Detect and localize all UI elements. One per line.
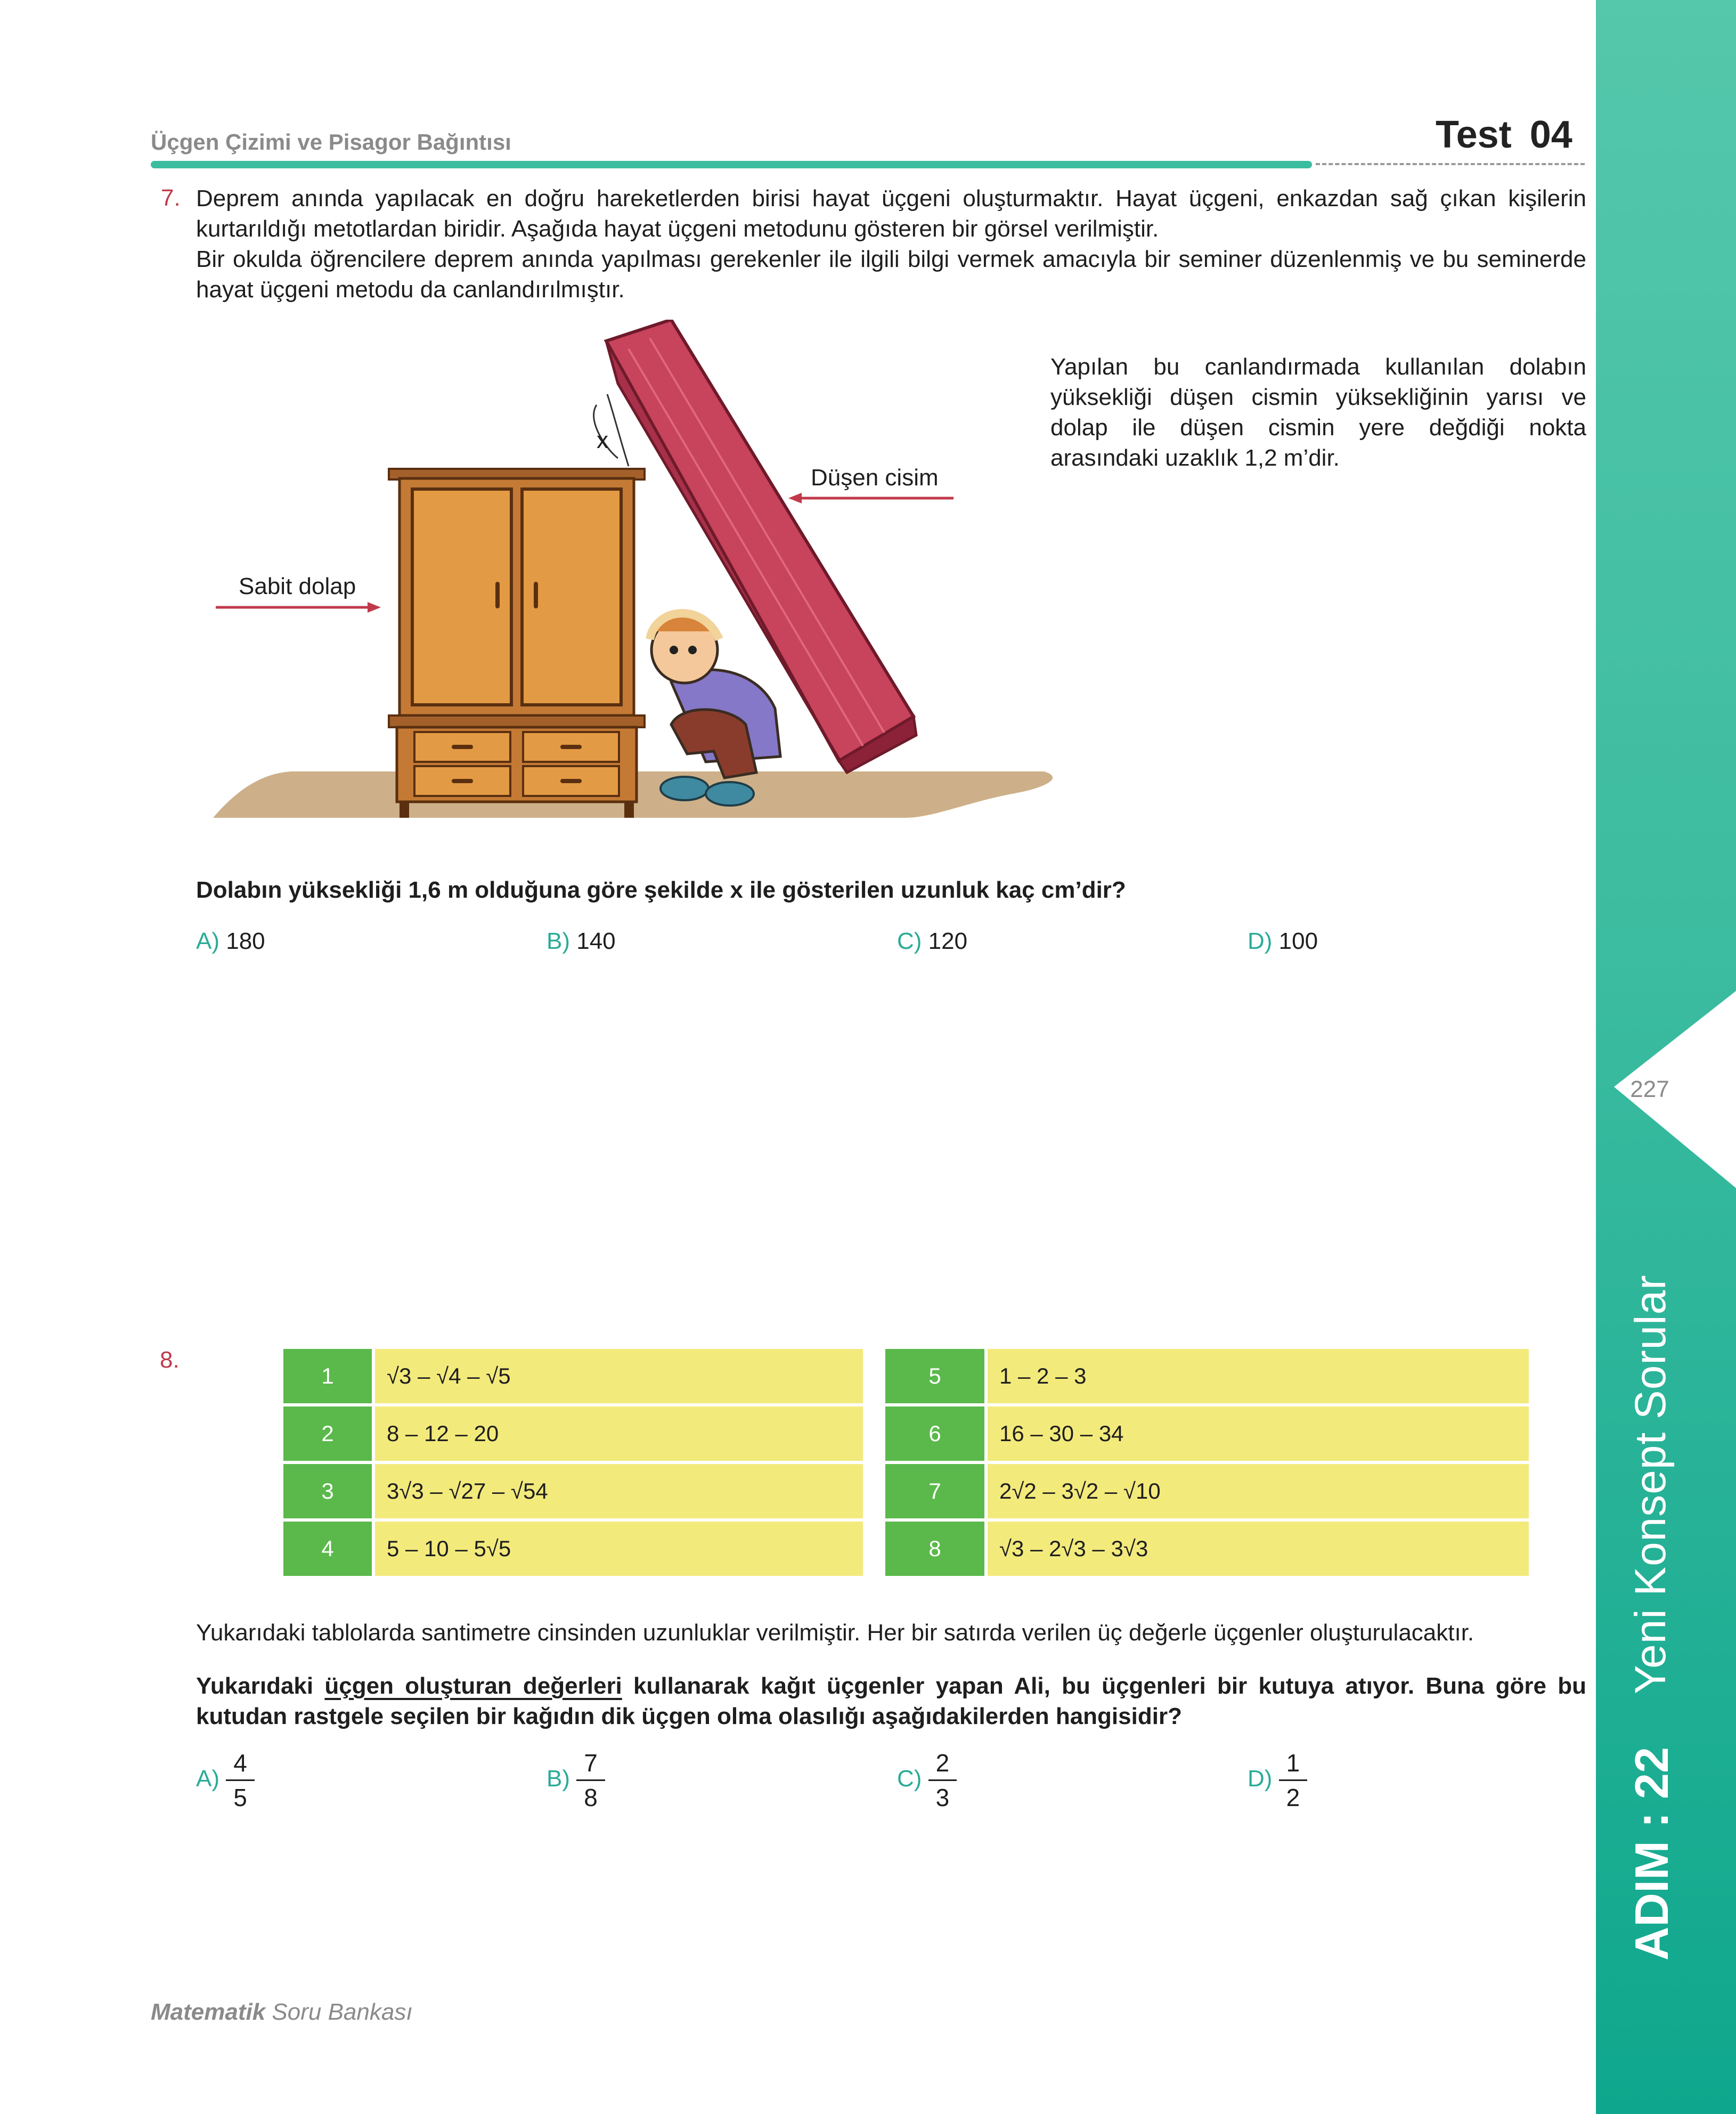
row-number: 4 [283,1522,372,1576]
q8-choice-a[interactable] [196,1749,255,1812]
table-row [283,1522,863,1576]
choice-value: 140 [576,928,616,954]
test-label: Test [1436,113,1512,156]
q7-choice-c[interactable] [897,928,967,955]
q8-choice-d[interactable] [1248,1749,1307,1812]
row-values: 1 – 2 – 3 [984,1349,1529,1403]
table-row [885,1464,1529,1518]
footer-brand-rest: Soru Bankası [265,1999,413,2025]
choice-letter: D) [1248,1766,1273,1792]
choice-letter: C) [897,1766,922,1792]
row-values: √3 – 2√3 – 3√3 [984,1522,1529,1576]
choice-letter: C) [897,928,922,954]
q8-number: 8. [160,1347,180,1373]
q7-intro-2: Bir okulda öğrencilere deprem anında yapılması gerekenler ile ilgili bilgi vermek amacıyla bir seminer düzenlenmiş ve bu seminerde hayat üçgeni metodu da canlandırılmıştır. [196,246,1586,303]
row-number: 5 [885,1349,984,1403]
page-number: 227 [1630,1076,1669,1102]
q8-info: Yukarıdaki tablolarda santimetre cinsinden uzunluklar verilmiştir. Her bir satırda verilen üç değerle üçgenler oluşturulacaktır. [196,1620,1474,1646]
fraction [1279,1749,1308,1812]
table-row [283,1464,863,1518]
q8-choice-c[interactable] [897,1749,957,1812]
row-values: √3 – √4 – √5 [372,1349,863,1403]
fraction [928,1749,957,1812]
footer-brand-bold: Matematik [151,1999,266,2025]
choice-letter: A) [196,1766,219,1792]
choice-letter: B) [547,928,570,954]
footer-brand [151,1999,413,2026]
row-values: 2√2 – 3√2 – √10 [984,1464,1529,1518]
numerator: 7 [576,1749,605,1781]
q7-choice-b[interactable] [547,928,616,955]
denominator: 2 [1286,1784,1300,1811]
row-values: 5 – 10 – 5√5 [372,1522,863,1576]
arrow-cabinet [216,602,381,613]
arrow-falling [788,493,953,503]
section-title: Yeni Konsept Sorular [1626,1274,1675,1694]
numerator: 1 [1279,1749,1308,1781]
choice-value: 120 [928,928,968,954]
q7-intro-1: Deprem anında yapılacak en doğru hareketlerden birisi hayat üçgeni oluşturmaktır. Hayat üçgeni, enkazdan sağ çıkan kişilerin kurtarıldığı metotlardan biridir. Aşağıda hayat üçgeni metodunu gösteren bir görsel verilmiştir. [196,185,1586,242]
table-row [283,1406,863,1461]
cabinet-shape [389,469,645,818]
header-dash [1316,163,1585,165]
test-number: 04 [1529,113,1572,156]
header-subject: Üçgen Çizimi ve Pisagor Bağıntısı [151,129,511,155]
label-cabinet: Sabit dolap [239,573,356,599]
numerator: 2 [928,1749,957,1781]
row-number: 6 [885,1406,984,1461]
table-row [885,1522,1529,1576]
row-number: 8 [885,1522,984,1576]
q8-question-pre: Yukarıdaki [196,1673,325,1699]
table-row [885,1349,1529,1403]
x-bracket-2 [607,394,629,466]
q7-number: 7. [161,185,181,211]
row-values: 8 – 12 – 20 [372,1406,863,1461]
q8-table-right [885,1346,1529,1579]
step-label: ADIM : 22 [1625,1747,1678,1961]
denominator: 5 [233,1784,247,1811]
q8-question-underlined: üçgen oluşturan değerleri [324,1673,622,1699]
choice-letter: B) [547,1766,570,1792]
label-falling: Düşen cisim [811,465,939,491]
q7-choice-a[interactable] [196,928,265,955]
row-number: 3 [283,1464,372,1518]
header-bar [151,161,1312,168]
q7-question: Dolabın yüksekliği 1,6 m olduğuna göre şekilde x ile gösterilen uzunluk kaç cm’dir? [196,877,1126,903]
q7-choice-d[interactable] [1248,928,1318,955]
q8-table-left [283,1346,863,1579]
table-row [885,1406,1529,1461]
table-row [283,1349,863,1403]
q7-side-text: Yapılan bu canlandırmada kullanılan dolabın yüksekliği düşen cismin yüksekliğinin yarısı ve dolap ile düşen cismin yere değdiği nokta arasındaki uzaklık 1,2 m’dir. [1050,354,1586,471]
q8-choice-b[interactable] [547,1749,605,1812]
row-number: 1 [283,1349,372,1403]
numerator: 4 [226,1749,255,1781]
choice-letter: A) [196,928,219,954]
header-test [1436,113,1572,157]
choice-value: 180 [226,928,265,954]
fraction [576,1749,605,1812]
fraction [226,1749,255,1812]
row-values: 16 – 30 – 34 [984,1406,1529,1461]
denominator: 8 [584,1784,598,1811]
denominator: 3 [935,1784,950,1811]
choice-letter: D) [1248,928,1273,954]
row-values: 3√3 – √27 – √54 [372,1464,863,1518]
q8-question-post: kullanarak kağıt üçgenler yapan Ali, bu üçgenleri bir kutuya atıyor. Buna göre bu kutudan rastgele seçilen bir kağıdın dik üçgen olma olasılığı aşağıdakilerden hangisidir? [196,1673,1586,1729]
q8-question [196,1671,1586,1731]
label-x: x [597,427,608,453]
choice-value: 100 [1278,928,1318,954]
row-number: 2 [283,1406,372,1461]
row-number: 7 [885,1464,984,1518]
